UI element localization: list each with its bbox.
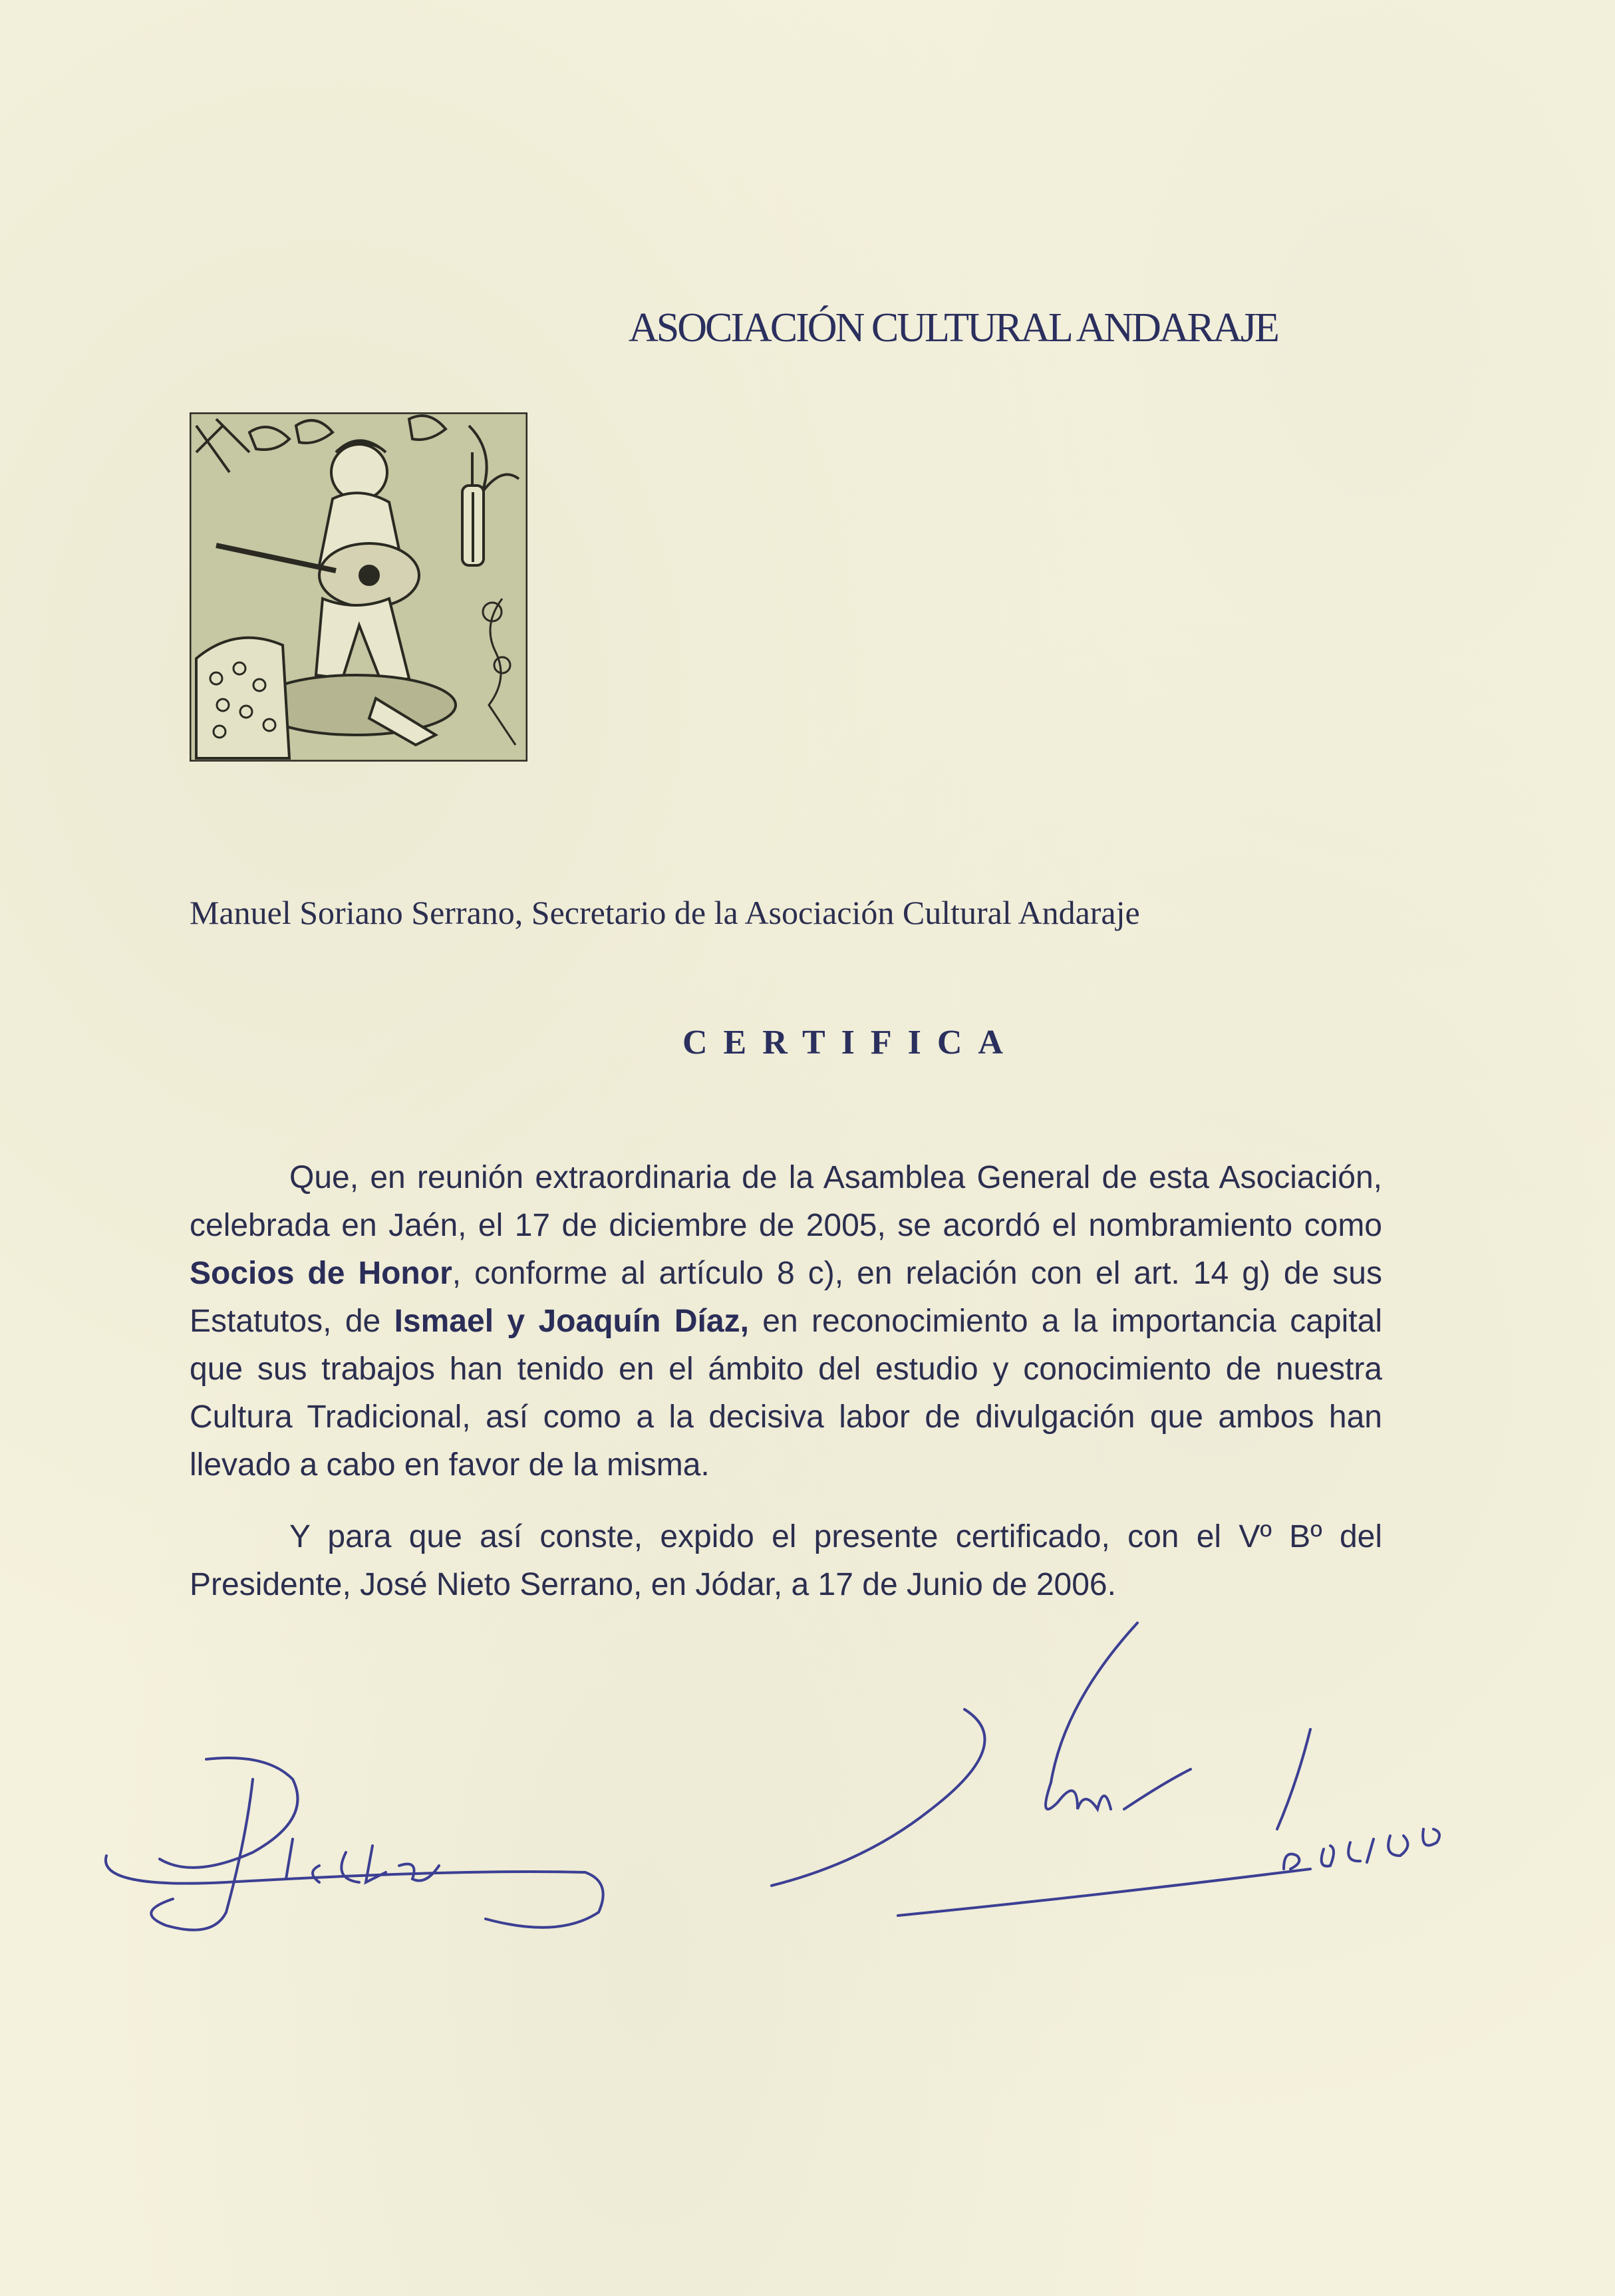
resolution-text-1: Que, en reunión extraordinaria de la Asamblea General de esta Asociación, celebrada en Jaén, el 17 de diciembre de 2005, se acordó el nombramiento como	[190, 1160, 1382, 1243]
certifica-heading: CERTIFICA	[682, 1024, 1019, 1062]
resolution-text-2: , conforme al artículo 8 c), en relación con el art. 14 g) de sus Estatutos, de	[190, 1256, 1382, 1339]
honoree-names: Ismael y Joaquín Díaz,	[394, 1304, 749, 1339]
president-signature	[93, 1739, 625, 1939]
woodcut-lute-player-illustration	[190, 412, 527, 762]
attestation-paragraph	[190, 1513, 1382, 1609]
organization-title: ASOCIACIÓN CULTURAL ANDARAJE	[629, 305, 1278, 351]
secretary-signature	[765, 1610, 1463, 1936]
honor-title: Socios de Honor	[190, 1256, 452, 1291]
attestation-text: Y para que así conste, expido el presente certificado, con el Vº Bº del Presidente, José Nieto Serrano, en Jódar, a 17 de Junio de 2006.	[190, 1519, 1382, 1602]
resolution-text-3: en reconocimiento a la importancia capital que sus trabajos han tenido en el ámbito del estudio y conocimiento de nuestra Cultura Tradicional, así como a la decisiva labor de divulgación que ambos han llevado a cabo en favor de la misma.	[190, 1304, 1382, 1483]
secretary-statement: Manuel Soriano Serrano, Secretario de la Asociación Cultural Andaraje	[190, 894, 1140, 931]
resolution-paragraph	[190, 1154, 1382, 1489]
